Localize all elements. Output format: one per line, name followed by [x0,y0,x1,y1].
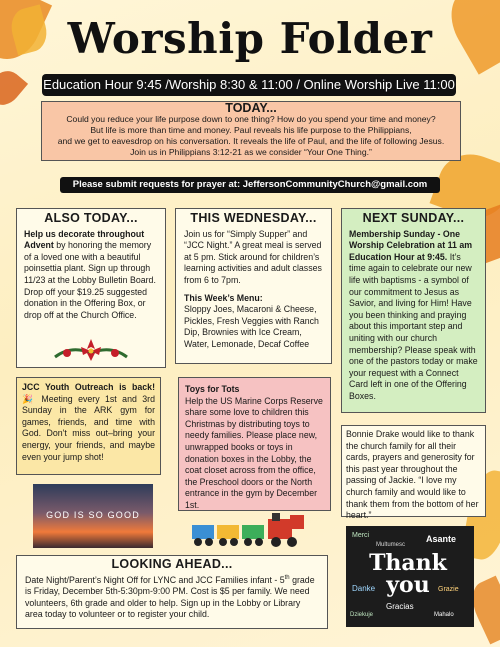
also-today-text: Help us decorate throughout Advent by honoring the memory of a loved one with a beautiful poinsettia plant. Sign up through 11/23 at the Lobby Bulletin Board. Drop off your $19.25 suggested donation in the Offering Box, or drop off at the Church Office. [24,228,156,320]
looking-ahead-box [16,555,328,629]
thank-you-note-box [341,425,486,521]
next-sunday-box [341,208,486,413]
prayer-request-bar: Please submit requests for prayer at: JeffersonCommunityChurch@gmail.com [60,177,440,193]
god-is-so-good-text: GOD IS SO GOOD [46,510,140,520]
today-line: and we get to eavesdrop on his conversation. It reveals the life of Paul, and the life of following Jesus. [57,136,445,146]
looking-ahead-heading: LOOKING AHEAD... [111,557,233,571]
menu-title: This Week’s Menu: [184,292,263,303]
thank-word: Multumesc [376,542,406,548]
god-is-so-good-image [33,484,153,548]
thank-you-note-text: Bonnie Drake would like to thank the church family for all their cards, prayers and generosity for this past year throughout the passing of Jackie. “I love my church family and would like to thank them from the bottom of her heart.” [346,429,479,521]
wednesday-text: Join us for “Simply Supper” and “JCC Night.” A great meal is served at 5 pm. Stick around for children’s learning activities and adult classes from 6 to 7pm. [184,228,322,285]
menu-text: Sloppy Joes, Macaroni & Cheese, Pickles, Fresh Veggies with Ranch Dip, Brownies with Ice Cream, Water, Lemonade, Decaf Coffee [184,304,319,349]
party-icon: 🎉 [22,393,36,404]
looking-ahead-text: Date Night/Parent’s Night Off for LYNC and JCC Families infant - 5th grade is Friday, December 5th-5:30pm-9:00 PM. Cost is $5 per family. We need volunteers, 6th grade and older to help. Sign up in the Lobby or Library area today to volunteer or to register your child. [25,574,315,620]
next-sunday-text: Membership Sunday - One Worship Celebration at 11 am Education Hour at 9:45. It’s time again to celebrate our new life with baptisms - a symbol of our commitment to Jesus as Savior, and living for Him! Have you been thinking and praying about this important step and uniting with our church membership? Please speak with one of the pastors today or make your request with a Connect Card left in one of the Offering Boxes. [349,228,478,401]
also-today-heading: ALSO TODAY... [44,211,138,225]
page-title: Worship Folder [67,14,433,63]
thank-word: Danke [352,584,376,593]
wednesday-heading: THIS WEDNESDAY... [190,211,317,225]
thank-you-word: Thank you [369,550,447,598]
today-heading: TODAY... [225,101,277,115]
thank-word: Merci [352,532,370,539]
autumn-leaf-decoration [0,65,28,112]
youth-outreach-text: JCC Youth Outreach is back! 🎉 Meeting every 1st and 3rd Sunday in the ARK gym for games, friends, and time with God. Don't miss out–bring your energy, your friends, and maybe even your jump shot! [22,382,155,462]
poinsettia-icon [51,335,131,363]
toys-text: Help the US Marine Corps Reserve share some love to children this Christmas by distributing toys to needy families. Please place new, unwrapped books or toys in donation boxes in the Lobby, the coat closet across from the office, the Preschool doors or the North entrance in the gym by December 1st. [185,395,323,510]
toys-for-tots-box [178,377,331,511]
thank-you-word-cloud-image [346,526,474,627]
today-line: But life is more than time and money. Paul reveals his life purpose to the Philippians, [90,125,412,135]
today-line: Could you reduce your life purpose down to one thing? How do you spend your time and money? [66,114,436,124]
schedule-bar: Education Hour 9:45 /Worship 8:30 & 11:00 / Online Worship Live 11:00 [42,74,456,96]
thank-word: Dziekuje [350,612,374,618]
toy-train-icon [190,509,310,549]
wednesday-box [175,208,332,364]
thank-word: Grazie [438,586,459,593]
next-sunday-heading: NEXT SUNDAY... [362,211,465,225]
today-line: Join us in Philippians 3:12-21 as we consider “Your One Thing.” [130,147,372,157]
today-box [41,101,461,161]
youth-outreach-box [16,377,161,475]
also-today-box [16,208,166,368]
thank-word: Gracias [386,602,414,611]
thank-word: Asante [426,534,457,544]
toys-heading: Toys for Tots [185,384,240,394]
thank-word: Mahalo [434,612,454,618]
